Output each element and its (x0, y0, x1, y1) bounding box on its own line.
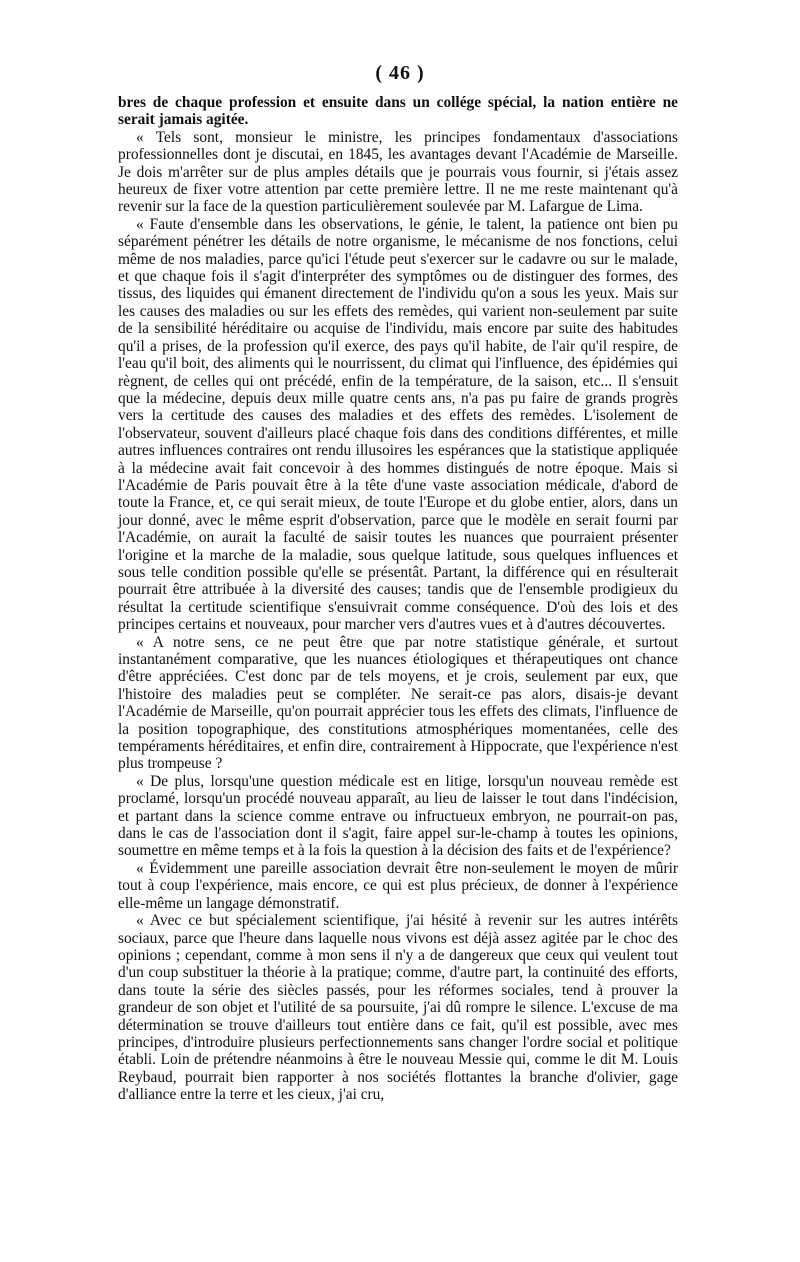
paragraph-6: « Évidemment une pareille association devrait être non-seulement le moyen de mûrir tout à coup l'expérience, mais encore, ce qui est plus précieux, de donner à l'expérience elle-même un langage démonstratif. (118, 859, 678, 912)
paragraph-2: « Tels sont, monsieur le ministre, les principes fondamentaux d'associations professionnelles dont je discutai, en 1845, les avantages devant l'Académie de Marseille. Je dois m'arrêter sur de plus amples détails que je pourrais vous fournir, si j'étais assez heureux de fixer votre attention par cette première lettre. Il ne me reste maintenant qu'à revenir sur la face de la question particulièrement soulevée par M. Lafargue de Lima. (118, 128, 678, 216)
paragraph-4: « A notre sens, ce ne peut être que par notre statistique générale, et surtout instantanément comparative, que les nuances étiologiques et thérapeutiques ont chance d'être appréciées. C'est donc par de tels moyens, et je crois, seulement par eux, que l'histoire des maladies peut se compléter. Ne serait-ce pas alors, disais-je devant l'Académie de Marseille, qu'on pourrait apprécier tous les effets des climats, l'influence de la position topographique, des constitutions atmosphériques momentanées, celle des tempéraments héréditaires, et enfin dire, contrairement à Hippocrate, que l'expérience n'est plus trompeuse ? (118, 633, 678, 773)
paragraph-7: « Avec ce but spécialement scientifique, j'ai hésité à revenir sur les autres intérêts sociaux, parce que l'heure dans laquelle nous vivons est déjà assez agitée par le choc des opinions ; cependant, comme à mon sens il n'y a de dangereux que ceux qui veulent tout d'un coup substituer la théorie à la pratique; comme, d'autre part, la continuité des efforts, dans toute la série des siècles passés, pour les réformes sociales, tend à prouver la grandeur de son objet et l'utilité de sa poursuite, j'ai dû rompre le silence. L'excuse de ma détermination se trouve d'ailleurs tout entière dans ce fait, qu'il est possible, avec mes principes, d'introduire plusieurs perfectionnements sans changer l'ordre social et politique établi. Loin de prétendre néanmoins à être le nouveau Messie qui, comme le dit M. Louis Reybaud, pourrait bien rapporter à nos sociétés flottantes la branche d'olivier, gage d'alliance entre la terre et les cieux, j'ai cru, (118, 912, 678, 1104)
paragraph-3: « Faute d'ensemble dans les observations, le génie, le talent, la patience ont bien pu séparément pénétrer les détails de notre organisme, le mécanisme de nos fonctions, celui même de nos maladies, parce qu'ici l'étude peut s'exercer sur le cadavre ou sur le malade, et que chaque fois il s'agit d'interpréter des symptômes ou de distinguer des formes, des tissus, des liquides qui émanent directement de l'individu qu'on a sous les yeux. Mais sur les causes des maladies ou sur les effets des remèdes, qui varient non-seulement par suite de la sensibilité héréditaire ou acquise de l'individu, mais encore par suite des habitudes qu'il a prises, de la profession qu'il exerce, des pays qu'il habite, de l'air qu'il respire, de l'eau qu'il boit, des aliments qui le nourrissent, du climat qui l'influence, des épidémies qui règnent, de celles qui ont précédé, enfin de la température, de la saison, etc... Il s'ensuit que la médecine, depuis deux mille quatre cents ans, n'a pas pu faire de grands progrès vers la certitude des causes des maladies et des effets des remèdes. L'isolement de l'observateur, souvent d'ailleurs placé chaque fois dans des conditions différentes, et mille autres influences contraires ont rendu illusoires les espérances que la statistique appliquée à la médecine avait fait concevoir à des hommes distingués de notre époque. Mais si l'Académie de Paris pouvait être à la tête d'une vaste association médicale, d'abord de toute la France, et, ce qui serait mieux, de toute l'Europe et du globe entier, alors, dans un jour donné, avec le même esprit d'observation, parce que le modèle en serait fourni par l'Académie, on aurait la faculté de saisir toutes les nuances que pourraient présenter l'origine et la marche de la maladie, sous quelque latitude, sous quelques influences et sous telle condition possible qu'elle se présentât. Partant, la différence qui en résulterait pourrait être attribuée à la diversité des causes; tandis que de l'ensemble prodigieux du résultat la certitude scientifique s'ensuivrait comme conséquence. D'où des lois et des principes certains et nouveaux, pour marcher vers d'autres vues et à d'autres découvertes. (118, 215, 678, 634)
paragraph-5: « De plus, lorsqu'une question médicale est en litige, lorsqu'un nouveau remède est proclamé, lorsqu'un procédé nouveau apparaît, au lieu de laisser le tout dans l'indécision, et partant dans la science comme entrave ou infructueux embryon, ne pourrait-on pas, dans le cas de l'association dont il s'agit, faire appel sur-le-champ à toutes les opinions, soumettre en même temps et à la fois la question à la décision des faits et de l'expérience? (118, 772, 678, 860)
page-number: ( 46 ) (375, 62, 425, 84)
text-body (118, 94, 678, 1104)
paragraph-1: bres de chaque profession et ensuite dans un collége spécial, la nation entière ne serait jamais agitée. (118, 94, 678, 129)
